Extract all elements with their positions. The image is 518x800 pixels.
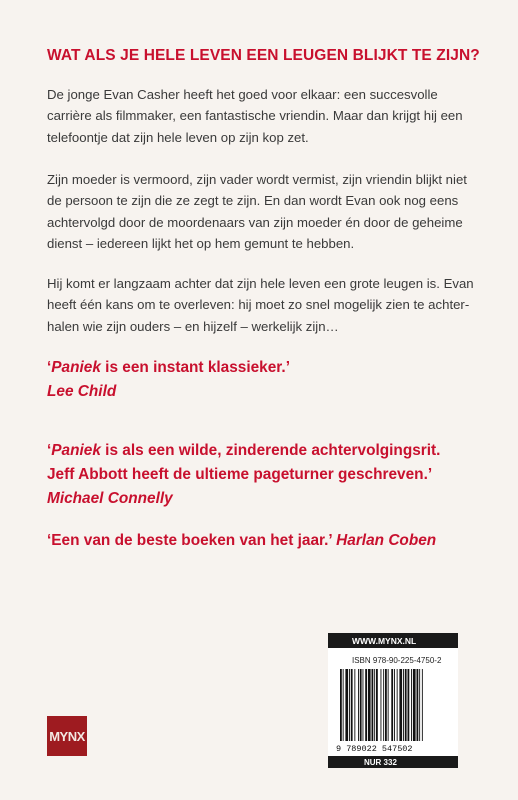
text-line: de persoon te zijn die ze zegt te zijn. En dan wordt Evan ook nog eens — [47, 193, 459, 209]
text-line: carrière als filmmaker, een fantastische vriendin. Maar dan krijgt hij een — [47, 108, 463, 124]
review-quote-2 — [47, 439, 497, 511]
barcode-bar — [417, 669, 419, 741]
barcode-bar — [349, 669, 350, 741]
publisher-logo: MYNX — [47, 716, 87, 756]
quote-body: is een instant klassieker.’ — [100, 359, 290, 376]
barcode-bar — [368, 669, 371, 741]
blurb-paragraph-1 — [47, 84, 487, 148]
barcode-bar — [374, 669, 375, 741]
barcode-bar — [340, 669, 342, 741]
barcode-bar — [397, 669, 398, 741]
barcode-bar — [354, 669, 355, 741]
quote-text — [47, 439, 497, 463]
quote-author: Lee Child — [47, 383, 117, 400]
blurb-paragraph-2 — [47, 169, 487, 254]
book-title: Paniek — [51, 359, 101, 376]
text-line: achtervolgd door de moordenaars van zijn moeder én door de geheime — [47, 214, 463, 230]
text-line: telefoontje dat zijn hele leven op zijn kop zet. — [47, 129, 309, 145]
barcode-bar — [422, 669, 423, 741]
quote-open: ‘ — [47, 442, 52, 459]
nur-code: NUR 332 — [328, 756, 458, 768]
text-line: heeft één kans om te overleven: hij moet zo snel mogelijk zien te achter- — [47, 297, 470, 313]
barcode-bar — [365, 669, 367, 741]
barcode-bar — [363, 669, 364, 741]
barcode-bar — [360, 669, 362, 741]
book-title: Paniek — [51, 442, 101, 459]
quote-text — [47, 356, 497, 380]
barcode-bar — [399, 669, 402, 741]
quote-author: Harlan Coben — [336, 532, 437, 549]
barcode-bar — [408, 669, 410, 741]
barcode-bars — [336, 669, 450, 743]
barcode-bar — [345, 669, 348, 741]
barcode-bar — [413, 669, 416, 741]
barcode-bar — [358, 669, 359, 741]
barcode-bar — [391, 669, 393, 741]
review-quote-1 — [47, 356, 497, 404]
barcode-bar — [403, 669, 404, 741]
barcode-bar — [405, 669, 407, 741]
quote-body: ‘Een van de beste boeken van het jaar.’ — [47, 532, 332, 549]
barcode-bar — [376, 669, 378, 741]
barcode-bar — [351, 669, 353, 741]
isbn-text: ISBN 978-90-225-4750-2 — [352, 656, 442, 665]
text-line: Hij komt er langzaam achter dat zijn hele leven een grote leugen is. Evan — [47, 276, 474, 291]
barcode-bar — [388, 669, 389, 741]
barcode-bar — [343, 669, 344, 741]
quote-body: is als een wilde, zinderende achtervolgingsrit. — [100, 442, 441, 459]
barcode-bar — [381, 669, 382, 741]
barcode-bar — [383, 669, 384, 741]
quote-author: Michael Connelly — [47, 490, 173, 507]
text-line: De jonge Evan Casher heeft het goed voor elkaar: een succesvolle — [47, 87, 438, 102]
barcode-label — [328, 633, 458, 767]
quote-text — [47, 529, 497, 553]
barcode-bar — [394, 669, 395, 741]
barcode-number: 9 789022 547502 — [336, 744, 413, 754]
barcode-bar — [385, 669, 387, 741]
website-url: WWW.MYNX.NL — [328, 633, 458, 648]
barcode-bar — [419, 669, 420, 741]
text-line: halen wie zijn ouders – en hijzelf – werkelijk zijn… — [47, 318, 339, 334]
barcode-bar — [411, 669, 412, 741]
barcode-bar — [372, 669, 374, 741]
blurb-paragraph-3 — [47, 273, 487, 337]
text-line: Zijn moeder is vermoord, zijn vader wordt vermist, zijn vriendin blijkt niet — [47, 172, 467, 187]
text-line: dienst – iedereen lijkt het op hem gemunt te hebben. — [47, 235, 355, 251]
review-quote-3 — [47, 529, 497, 553]
quote-text-line-2: Jeff Abbott heeft de ultieme pageturner geschreven.’ — [47, 466, 433, 483]
quote-open: ‘ — [47, 359, 52, 376]
headline: WAT ALS JE HELE LEVEN EEN LEUGEN BLIJKT TE ZIJN? — [47, 47, 480, 64]
